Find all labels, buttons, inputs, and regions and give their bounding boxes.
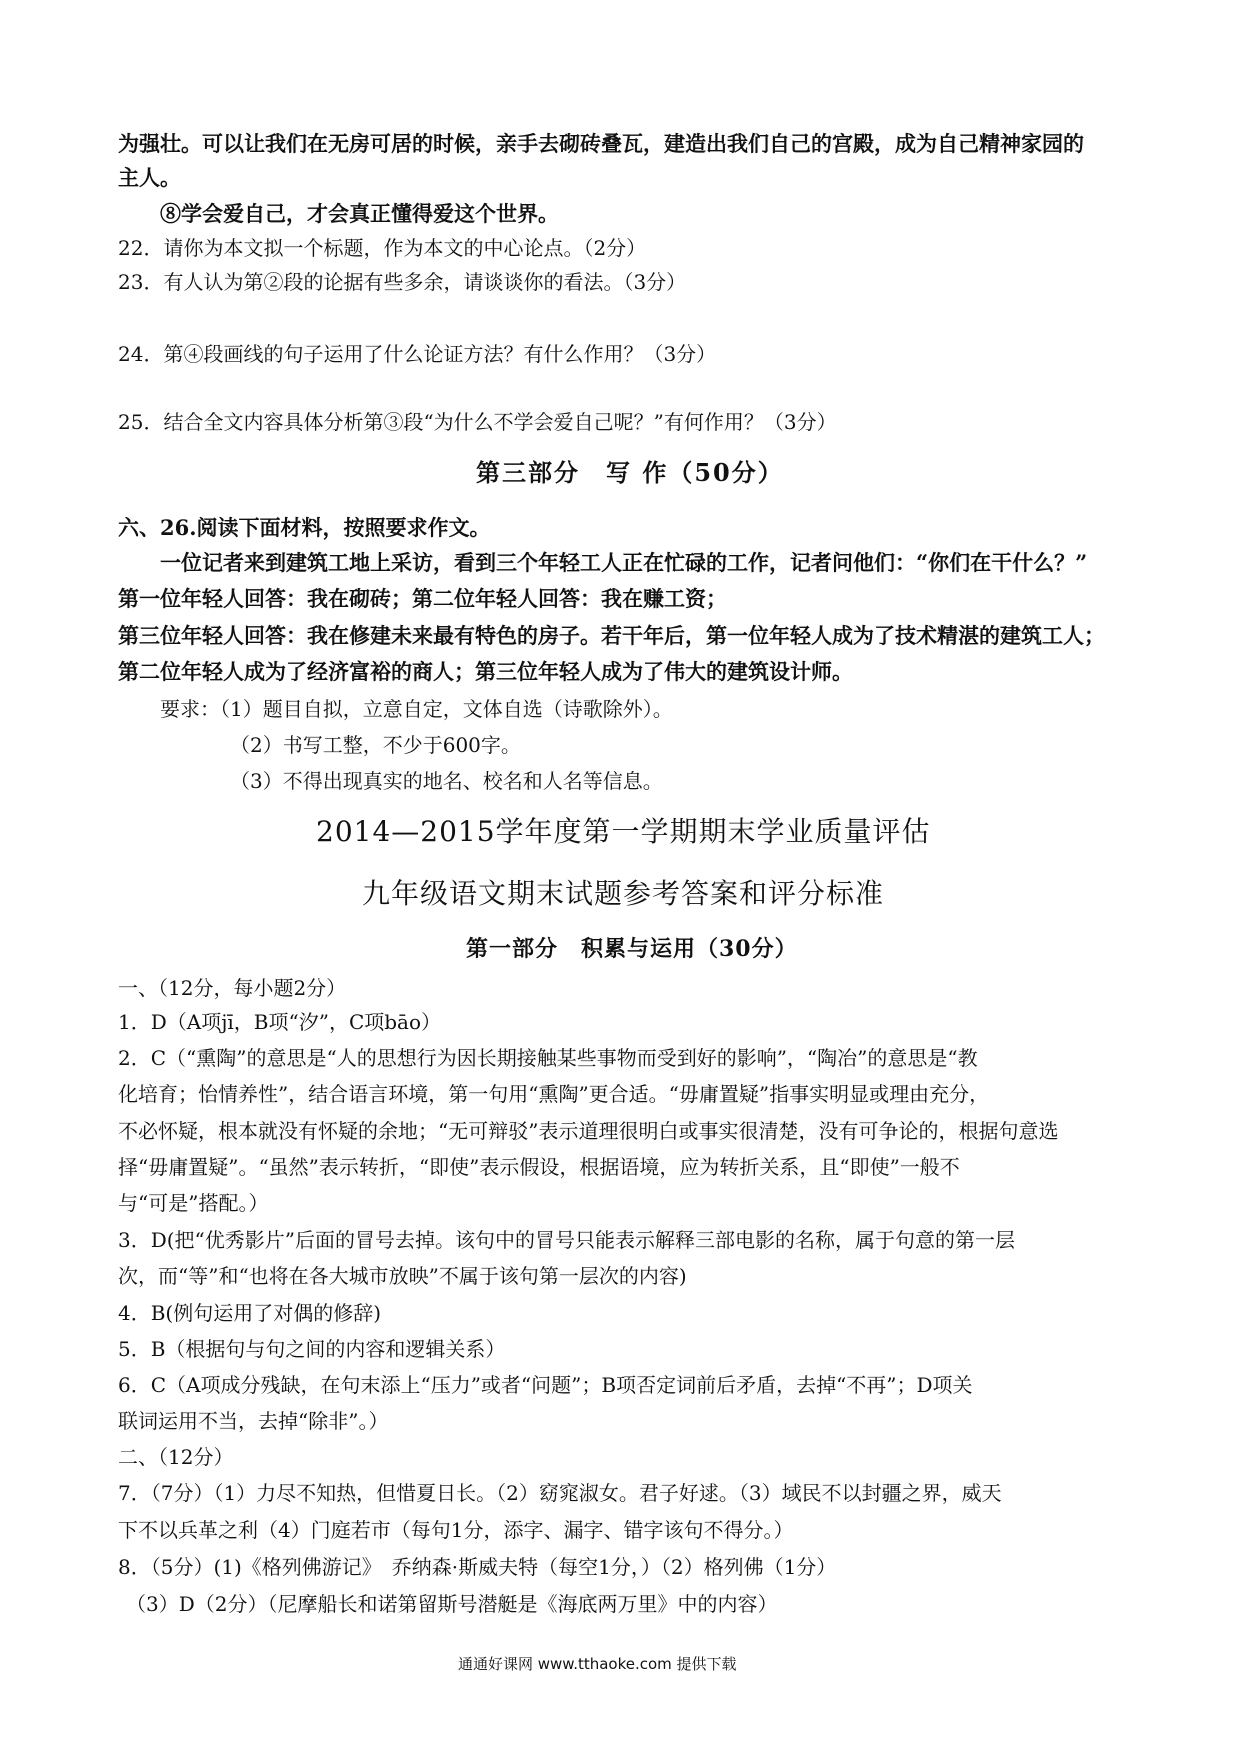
essay-paragraph-8: ⑧学会爱自己，才会真正懂得爱这个世界。 [160,201,559,226]
answer-line: 5．B（根据句与句之间的内容和逻辑关系） [118,1337,506,1361]
answer-line: 联词运用不当，去掉“除非”。） [118,1409,389,1433]
answer-line: 下不以兵革之利（4）门庭若市（每句1分，添字、漏字、错字该句不得分。） [118,1518,794,1542]
answer-line: 7．（7分）（1）力尽不知热，但惜夏日长。（2）窈窕淑女。君子好逑。（3）域民不以封疆之界，威天 [118,1481,1002,1505]
answer-line: 二、（12分） [118,1445,234,1469]
essay-tail-line1: 为强壮。可以让我们在无房可居的时候，亲手去砌砖叠瓦，建造出我们自己的宫殿，成为自己精神家园的 [118,131,1084,156]
answer-line: 1．D（A项jī，B项“汐”，C项bāo） [118,1010,442,1034]
answer-key-subtitle: 九年级语文期末试题参考答案和评分标准 [362,877,885,910]
requirement-line: （2）书写工整，不少于600字。 [230,733,521,757]
material-line: 第三位年轻人回答：我在修建未来最有特色的房子。若干年后，第一位年轻人成为了技术精湛的建筑工人； [118,623,1105,648]
answer-line: 6．C（A项成分残缺，在句末添上“压力”或者“问题”；B项否定词前后矛盾，去掉“不再”；D项关 [118,1373,973,1397]
answer-key-title: 2014—2015学年度第一学期期末学业质量评估 [316,815,931,848]
footer-text: 通通好课网 www.tthaoke.com 提供下载 [458,1655,737,1673]
answer-line: 3．D(把“优秀影片”后面的冒号去掉。该句中的冒号只能表示解释三部电影的名称，属于句意的第一层 [118,1228,1016,1252]
answer-line: 4．B(例句运用了对偶的修辞) [118,1301,382,1325]
question-23: 23．有人认为第②段的论据有些多余，请谈谈你的看法。（3分） [118,270,687,294]
answer-line: 择“毋庸置疑”。“虽然”表示转折，“即使”表示假设，根据语境，应为转折关系，且“即使”一般不 [118,1155,960,1179]
answer-line: 与“可是”搭配。） [118,1191,269,1215]
question-22: 22．请你为本文拟一个标题，作为本文的中心论点。（2分） [118,236,647,260]
material-line: 一位记者来到建筑工地上采访，看到三个年轻工人正在忙碌的工作，记者问他们：“你们在干什么？” [160,550,1088,575]
answer-line: 2．C（“熏陶”的意思是“人的思想行为因长期接触某些事物而受到好的影响”，“陶冶”的意思是“教 [118,1046,978,1070]
material-line: 第一位年轻人回答：我在砌砖；第二位年轻人回答：我在赚工资； [118,586,727,611]
material-line: 第二位年轻人成为了经济富裕的商人；第三位年轻人成为了伟大的建筑设计师。 [118,659,853,684]
answer-line: 化培育；怡情养性”，结合语言环境，第一句用“熏陶”更合适。“毋庸置疑”指事实明显或理由充分， [118,1082,990,1106]
requirement-line: 要求：（1）题目自拟，立意自定，文体自选（诗歌除外）。 [160,697,673,721]
answer-line: 8．（5分）(1)《格列佛游记》 乔纳森·斯威夫特（每空1分，）（2）格列佛（1分） [118,1555,837,1579]
requirement-line: （3）不得出现真实的地名、校名和人名等信息。 [230,769,663,793]
answer-line: 次，而“等”和“也将在各大城市放映”不属于该句第一层次的内容) [118,1264,687,1288]
part3-intro: 六、26.阅读下面材料，按照要求作文。 [118,515,491,540]
question-25: 25．结合全文内容具体分析第③段“为什么不学会爱自己呢？”有何作用？（3分） [118,410,837,434]
answer-line: 不必怀疑，根本就没有怀疑的余地；“无可辩驳”表示道理很明白或事实很清楚，没有可争论的，根据句意选 [118,1119,1059,1143]
answer-line: （3）D（2分）（尼摩船长和诺第留斯号潜艇是《海底两万里》中的内容） [126,1592,778,1616]
essay-tail-line2: 主人。 [118,165,181,190]
part3-heading: 第三部分 写 作（50分） [476,458,784,487]
part1-heading: 第一部分 积累与运用（30分） [466,936,798,962]
answer-line: 一、（12分，每小题2分） [118,976,347,1000]
question-24: 24．第④段画线的句子运用了什么论证方法？有什么作用？（3分） [118,342,717,366]
